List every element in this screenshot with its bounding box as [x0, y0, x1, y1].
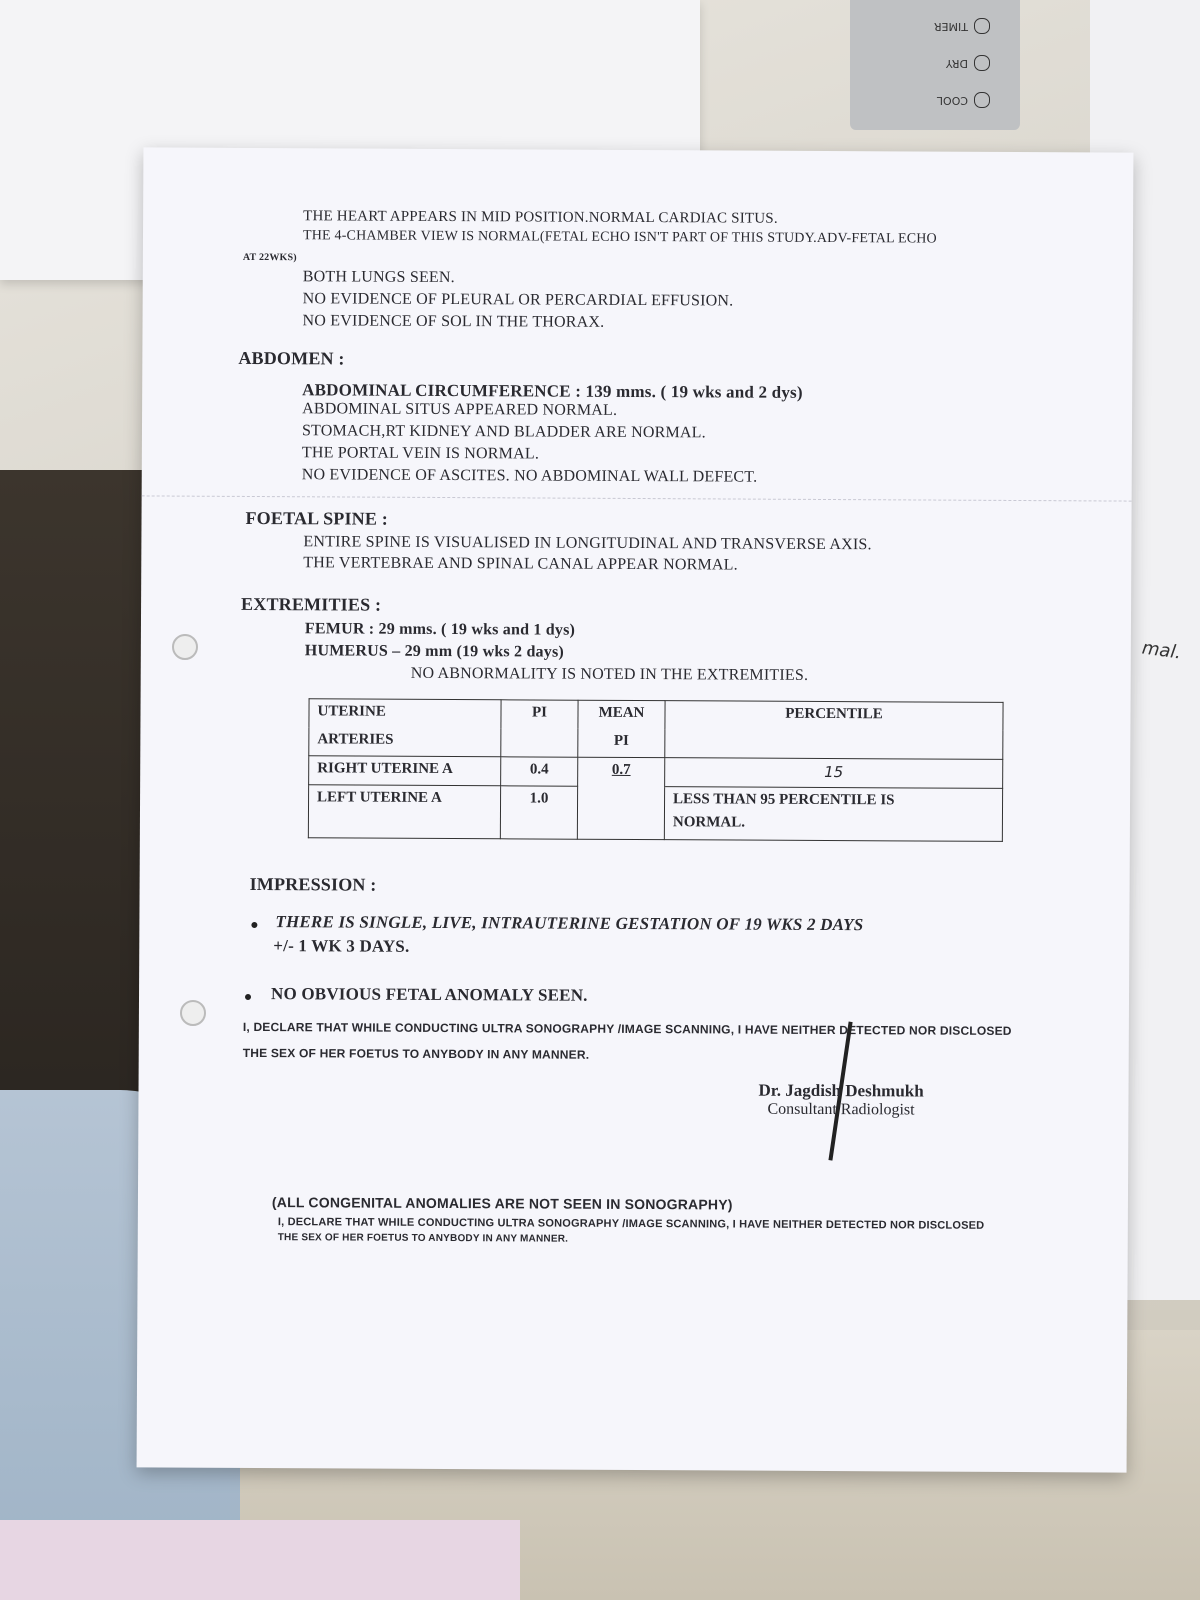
declaration-line: THE SEX OF HER FOETUS TO ANYBODY IN ANY MANNER. — [242, 1045, 590, 1062]
table-header-cell: UTERINE — [309, 699, 501, 729]
report-line: ENTIRE SPINE IS VISUALISED IN LONGITUDINAL AND TRANSVERSE AXIS. — [303, 533, 872, 554]
abdominal-circumference: ABDOMINAL CIRCUMFERENCE : 139 mms. ( 19 wks and 2 dys) — [302, 380, 803, 402]
dark-chair — [0, 470, 160, 1170]
timer-label: TIMER — [880, 18, 990, 34]
femur-measurement: FEMUR : 29 mms. ( 19 wks and 1 dys) — [304, 620, 576, 639]
bullet-icon — [245, 994, 251, 1000]
table-header-cell: PERCENTILE — [665, 701, 1003, 731]
side-paper-text: mal. — [1140, 637, 1183, 664]
table-cell: LEFT UTERINE A — [308, 785, 500, 839]
percentile-note-cont: NORMAL. — [672, 814, 746, 831]
table-cell: 0.7 — [578, 757, 665, 786]
spine-heading: FOETAL SPINE : — [245, 507, 389, 529]
table-header-cell: PI — [578, 729, 665, 758]
uterine-artery-doppler-table — [308, 698, 1004, 842]
percentile-note: LESS THAN 95 PERCENTILE IS — [673, 791, 895, 809]
report-line: THE 4-CHAMBER VIEW IS NORMAL(FETAL ECHO ISN'T PART OF THIS STUDY.ADV-FETAL ECHO — [302, 228, 937, 247]
report-line: BOTH LUNGS SEEN. — [302, 268, 455, 287]
extremities-heading: EXTREMITIES : — [241, 593, 382, 615]
impression-heading: IMPRESSION : — [249, 873, 377, 895]
declaration-line: I, DECLARE THAT WHILE CONDUCTING ULTRA SONOGRAPHY /IMAGE SCANNING, I HAVE NEITHER DETECTED NOR DISCLOSED — [242, 1019, 1012, 1038]
table-cell — [664, 787, 1002, 842]
punch-hole — [180, 1000, 206, 1026]
report-line: NO EVIDENCE OF ASCITES. NO ABDOMINAL WALL DEFECT. — [301, 466, 758, 486]
humerus-measurement: HUMERUS – 29 mm (19 wks 2 days) — [304, 642, 564, 661]
impression-item: THERE IS SINGLE, LIVE, INTRAUTERINE GESTATION OF 19 WKS 2 DAYS — [275, 912, 864, 935]
pink-cloth — [0, 1520, 520, 1600]
impression-item: NO OBVIOUS FETAL ANOMALY SEEN. — [270, 984, 588, 1005]
impression-item-cont: +/- 1 WK 3 DAYS. — [273, 936, 410, 956]
report-line: STOMACH,RT KIDNEY AND BLADDER ARE NORMAL. — [301, 422, 706, 442]
abdomen-heading: ABDOMEN : — [238, 347, 345, 369]
table-header-cell: PI — [501, 700, 578, 729]
table-row — [308, 785, 1002, 842]
report-line: THE PORTAL VEIN IS NORMAL. — [301, 444, 540, 463]
table-cell: 0.4 — [501, 757, 578, 786]
ultrasound-report-sheet — [137, 147, 1134, 1472]
cool-label: COOL — [880, 92, 990, 108]
ac-remote-panel — [850, 0, 1020, 130]
doctor-name: Dr. Jagdish Deshmukh — [758, 1080, 924, 1101]
punch-hole — [172, 634, 198, 660]
report-line: ABDOMINAL SITUS APPEARED NORMAL. — [302, 400, 618, 419]
footer-note: (ALL CONGENITAL ANOMALIES ARE NOT SEEN IN SONOGRAPHY) — [271, 1194, 733, 1213]
divider — [142, 495, 1132, 501]
dry-label: DRY — [880, 55, 990, 71]
table-row — [309, 756, 1003, 789]
table-cell — [577, 786, 664, 839]
footer-declaration: I, DECLARE THAT WHILE CONDUCTING ULTRA SONOGRAPHY /IMAGE SCANNING, I HAVE NEITHER DETECTED NOR DISCLOSED — [277, 1216, 985, 1232]
doctor-role: Consultant Radiologist — [767, 1100, 915, 1119]
table-header-cell — [501, 728, 578, 757]
table-cell: RIGHT UTERINE A — [309, 756, 501, 786]
table-header-cell — [665, 729, 1003, 759]
report-line: THE VERTEBRAE AND SPINAL CANAL APPEAR NORMAL. — [303, 554, 738, 574]
table-cell-handwritten: 15 — [665, 758, 1003, 789]
weeks-note: AT 22WKS) — [242, 251, 297, 264]
report-line: THE HEART APPEARS IN MID POSITION.NORMAL CARDIAC SITUS. — [303, 208, 778, 227]
table-cell: 1.0 — [500, 786, 577, 839]
extremities-note: NO ABNORMALITY IS NOTED IN THE EXTREMITIES. — [410, 664, 809, 684]
footer-declaration: THE SEX OF HER FOETUS TO ANYBODY IN ANY MANNER. — [277, 1232, 569, 1245]
signature-block — [758, 1081, 923, 1120]
report-line: NO EVIDENCE OF PLEURAL OR PERCARDIAL EFFUSION. — [302, 290, 734, 310]
table-header-cell: MEAN — [578, 700, 665, 729]
report-line: NO EVIDENCE OF SOL IN THE THORAX. — [302, 312, 605, 331]
bullet-icon — [251, 922, 257, 928]
table-header-cell: ARTERIES — [309, 727, 501, 757]
